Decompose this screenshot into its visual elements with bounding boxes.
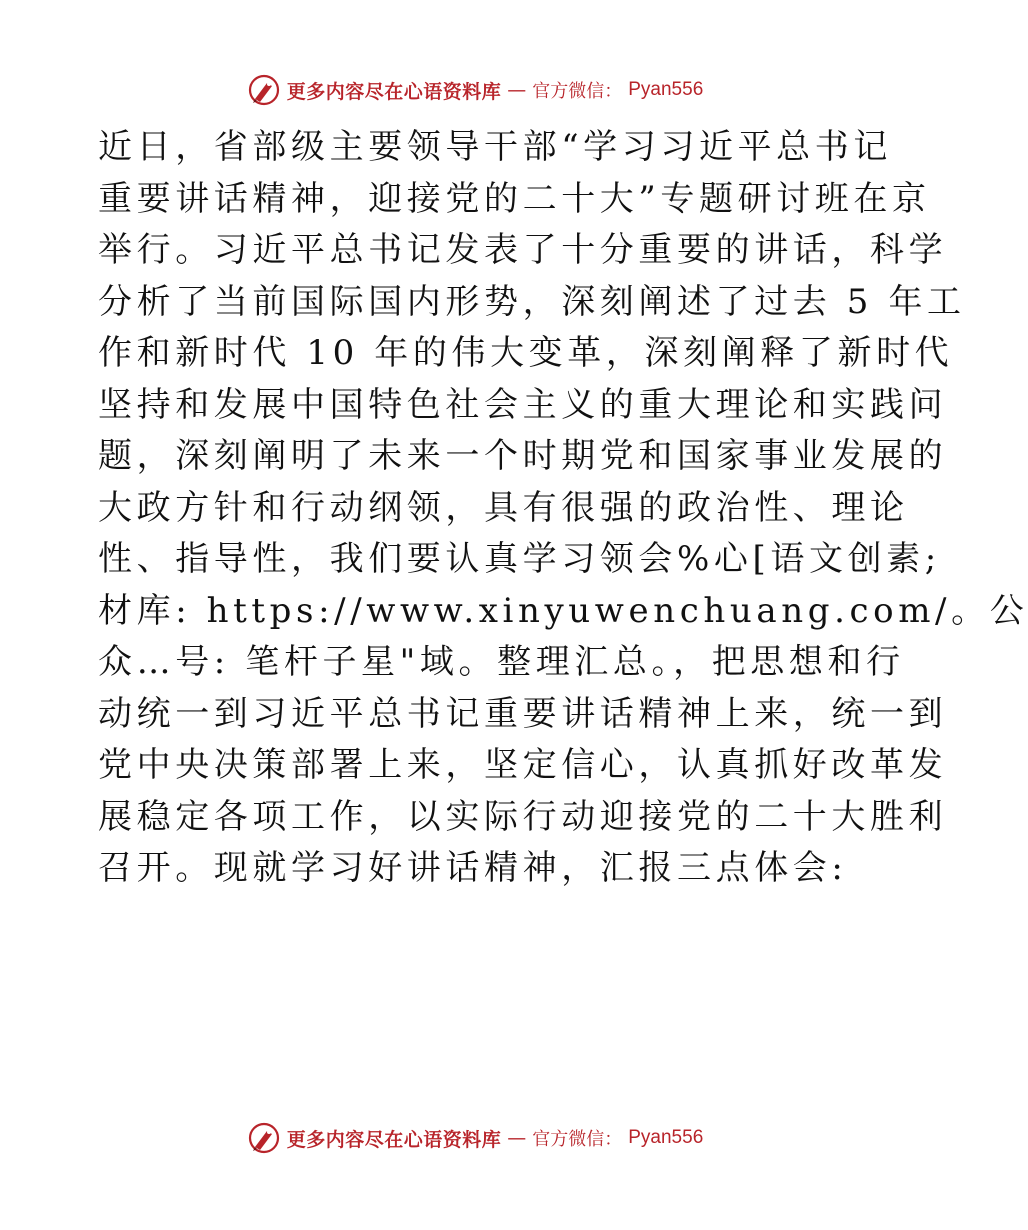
body-line: 大政方针和行动纲领，具有很强的政治性、理论 xyxy=(98,487,909,528)
body-line: 召开。现就学习好讲话精神，汇报三点体会: xyxy=(98,848,848,888)
footer-wechat-id: Pyan556 xyxy=(628,1127,704,1148)
pen-logo-icon xyxy=(247,1121,281,1155)
body-line: 众…号: 笔杆子星"域。整理汇总。，把思想和行 xyxy=(98,642,905,682)
header-wechat-id: Pyan556 xyxy=(628,79,704,100)
header-separator: — xyxy=(507,79,527,101)
body-line: 动统一到习近平总书记重要讲话精神上来，统一到 xyxy=(98,693,948,734)
header-label: 更多内容尽在心语资料库 xyxy=(286,80,502,103)
body-line: 题，深刻阐明了未来一个时期党和国家事业发展的 xyxy=(98,436,948,476)
body-line: 坚持和发展中国特色社会主义的重大理论和实践问 xyxy=(98,384,948,425)
body-line: 分析了当前国际国内形势，深刻阐述了过去 5 年工 xyxy=(98,281,966,322)
footer-wechat-label: 官方微信： xyxy=(532,1129,623,1150)
body-line: 重要讲话精神，迎接党的二十大”专题研讨班在京 xyxy=(98,178,931,219)
body-line: 党中央决策部署上来，坚定信心，认真抓好改革发 xyxy=(98,745,948,785)
footer-label: 更多内容尽在心语资料库 xyxy=(286,1128,502,1151)
footer-separator: — xyxy=(507,1127,527,1149)
footer-banner xyxy=(0,1118,950,1158)
body-line: 材库: https://www.xinyuwenchuang.com/。公 xyxy=(98,590,1028,631)
body-line: 作和新时代 10 年的伟大变革，深刻阐释了新时代 xyxy=(98,333,954,373)
body-line: 性、指导性，我们要认真学习领会%心[语文创素; xyxy=(98,539,941,579)
header-wechat-label: 官方微信： xyxy=(532,81,623,102)
body-line: 举行。习近平总书记发表了十分重要的讲话，科学 xyxy=(98,230,948,270)
body-line: 展稳定各项工作，以实际行动迎接党的二十大胜利 xyxy=(98,796,948,837)
header-banner xyxy=(0,70,950,110)
pen-logo-icon xyxy=(247,73,281,107)
document-body xyxy=(98,122,1028,895)
body-line: 近日，省部级主要领导干部“学习习近平总书记 xyxy=(98,127,892,167)
